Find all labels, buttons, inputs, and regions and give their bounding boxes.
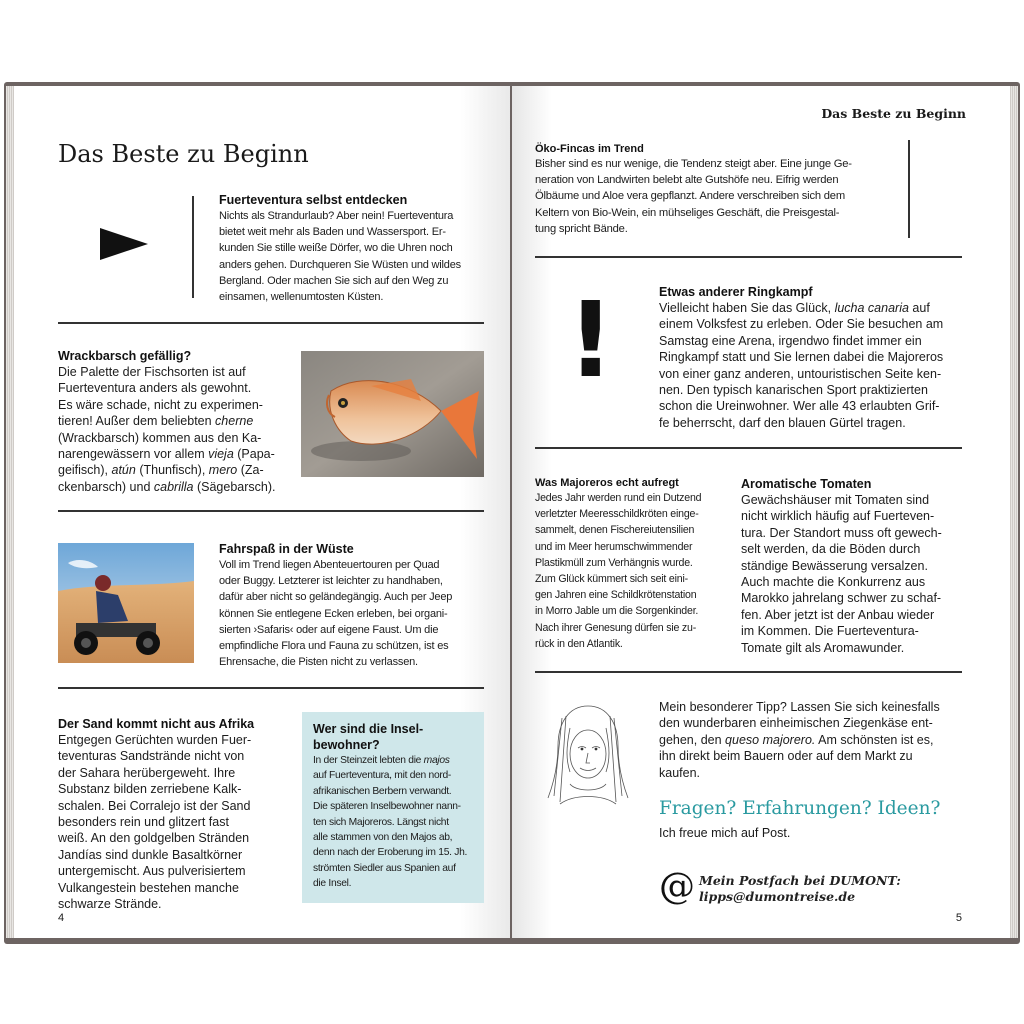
section-tomaten (741, 476, 967, 656)
section-divider (58, 322, 484, 324)
contact-question: Fragen? Erfahrungen? Ideen? (659, 798, 941, 819)
text-line: verletzter Meeresschildkröten einge- (535, 508, 699, 521)
text-line: Mein besonderer Tipp? Lassen Sie sich keinesfalls (659, 700, 940, 714)
text-line: ten sich Majoreros. Längst nicht (313, 816, 449, 828)
section-body (219, 557, 504, 670)
text-line: oder Buggy. Letzterer ist leichter zu handhaben, (219, 575, 443, 588)
page-number: 4 (58, 912, 65, 924)
text-line: bietet weit mehr als Baden und Wassersport. Er- (219, 226, 446, 239)
text-line: tura. Der Standort muss oft gewech- (741, 525, 942, 540)
text-line: Substanz bilden zerriebene Kalk- (58, 782, 242, 797)
text-line: denn nach der Eroberung im 15. Jh. (313, 847, 468, 859)
right-page (512, 86, 1010, 938)
section-heading: Aromatische Tomaten (741, 477, 872, 491)
exclamation-icon: ! (567, 279, 615, 401)
text-line: der Sahara herübergeweht. Ihre (58, 765, 236, 780)
section-heading: Was Majoreros echt aufregt (535, 477, 679, 489)
text-line: narengewässern vor allem vieja (Papa- (58, 447, 275, 462)
text-line: Tomate gilt als Aromawunder. (741, 640, 905, 655)
section-body (535, 156, 905, 237)
info-box-inselbewohner (302, 712, 484, 903)
text-line: Zum Glück kümmert sich seit eini- (535, 573, 688, 586)
text-line: Vielleicht haben Sie das Glück, lucha canaria auf (659, 301, 930, 315)
text-line: von einer ganz anderen, untouristischen Seite ken- (659, 366, 942, 381)
text-line: Ölbäume und Aloe vera gepflanzt. Andere verschreiben sich dem (535, 190, 845, 203)
author-portrait (540, 698, 636, 814)
text-line: schwarze Strände. (58, 897, 162, 912)
text-line: selt werden, da die Böden durch (741, 542, 921, 557)
text-line: Samstag eine Arena, irgendwo findet immer ein (659, 333, 922, 348)
text-line: weiß. An den goldgelben Stränden (58, 831, 250, 846)
text-line: afrikanischen Berbern verwandt. (313, 785, 452, 797)
section-divider (535, 256, 962, 258)
text-line: Nichts als Strandurlaub? Aber nein! Fuerteventura (219, 210, 454, 222)
text-line: alle stammen von den Majos ab, (313, 832, 453, 844)
text-line: ständige Bewässerung versalzen. (741, 558, 928, 573)
text-line: Nach ihrer Genesung dürfen sie zu- (535, 621, 697, 634)
text-line: Jandías sind dunkle Basaltkörner (58, 847, 243, 862)
text-line: einem Volksfest zu erleben. Oder Sie besuchen am (659, 317, 944, 332)
section-body (659, 300, 969, 431)
text-line: anders gehen. Durchqueren Sie Wüsten und wildes (219, 258, 461, 271)
text-line: Ringkampf statt und Sie lernen dabei die Majoreros (659, 350, 944, 365)
section-sand (58, 716, 278, 912)
play-arrow-icon (100, 228, 148, 260)
section-tipp (659, 699, 974, 781)
text-line: den wunderbaren einheimischen Ziegenkäse ent- (659, 716, 933, 731)
mailbox-info (699, 873, 901, 905)
text-line: schon die Ureinwohner. Wer alle 43 erlaubten Grif- (659, 399, 940, 414)
text-line: fe beherrscht, darf den blauen Gürtel tragen. (659, 415, 906, 430)
text-line: sammelt, denen Fischereiutensilien (535, 524, 695, 537)
text-line: Die späteren Inselbewohner nann- (313, 801, 461, 813)
text-line: tung spricht Bände. (535, 222, 628, 235)
contact-subline: Ich freue mich auf Post. (659, 826, 791, 840)
section-heading: Etwas anderer Ringkampf (659, 285, 813, 299)
text-line: Voll im Trend liegen Abenteuertouren per Quad (219, 559, 440, 571)
section-divider (535, 671, 962, 673)
section-body (58, 732, 278, 912)
section-heading: Wrackbarsch gefällig? (58, 349, 192, 363)
open-book (0, 82, 1024, 944)
text-line: und im Meer herumschwimmender (535, 540, 693, 553)
text-line: teventuras Sandstrände nicht von (58, 749, 245, 764)
text-line: gehen, den queso majorero. Am schönsten ist es, (659, 732, 934, 747)
section-heading: Fahrspaß in der Wüste (219, 542, 354, 556)
text-line: im Kommen. Die Fuerteventura- (741, 624, 919, 639)
text-line: dafür aber nicht so geländegängig. Auch per Jeep (219, 591, 453, 604)
section-heading: Fuerteventura selbst entdecken (219, 193, 408, 207)
section-fahrspass (219, 541, 504, 670)
section-body (741, 492, 967, 656)
fish-photo (301, 351, 484, 477)
box-heading: Wer sind die Insel- bewohner? (313, 722, 424, 752)
text-line: Die Palette der Fischsorten ist auf (58, 365, 246, 379)
page-number: 5 (955, 912, 962, 924)
text-line: kaufen. (659, 765, 701, 780)
text-line: schalen. Bei Corralejo ist der Sand (58, 798, 251, 813)
text-line: Vulkangestein bestehen manche (58, 880, 239, 895)
text-line: nicht wirklich häufig auf Fuerteven- (741, 509, 935, 524)
divider-vertical (908, 140, 910, 238)
section-body (659, 699, 974, 781)
text-line: Bisher sind es nur wenige, die Tendenz steigt aber. Eine junge Ge- (535, 158, 852, 170)
box-body (313, 753, 478, 892)
text-line: besonders rein und glitzert fast (58, 815, 229, 830)
text-line: Keltern von Bio-Wein, ein mühseliges Geschäft, die Preisgestal- (535, 206, 840, 219)
quad-photo (58, 543, 194, 663)
section-wrackbarsch (58, 348, 293, 495)
text-line: Bergland. Oder machen Sie sich auf den Weg zu (219, 274, 449, 287)
mailbox-email[interactable]: lipps@dumontreise.de (699, 889, 856, 904)
text-line: in Morro Jable um die Sorgenkinder. (535, 605, 699, 618)
text-line: Auch machte die Konkurrenz aus (741, 575, 926, 590)
text-line: sierten ›Safaris‹ oder auf eigene Faust. Um die (219, 623, 439, 636)
chapter-title: Das Beste zu Beginn (58, 140, 309, 168)
text-line: In der Steinzeit lebten die majos (313, 755, 450, 766)
text-line: können Sie entlegene Ecken erleben, bei organi- (219, 607, 448, 620)
section-fuerteventura (219, 192, 509, 305)
text-line: neration von Landwirten belebt alte Gutshöfe neu. Eifrig werden (535, 174, 839, 187)
text-line: Entgegen Gerüchten wurden Fuer- (58, 733, 252, 747)
text-line: einsamen, wellenumtosten Küsten. (219, 291, 384, 304)
text-line: ihn direkt beim Bauern oder auf dem Markt zu (659, 749, 913, 764)
text-line: Fuerteventura anders als gewohnt. (58, 381, 252, 396)
section-ringkampf (659, 284, 969, 431)
text-line: geifisch), atún (Thunfisch), mero (Za- (58, 463, 264, 478)
text-line: Marokko jahrelang schwer zu schaf- (741, 591, 942, 606)
text-line: Es wäre schade, nicht zu experimen- (58, 397, 263, 412)
text-line: ckenbarsch) und cabrilla (Sägebarsch). (58, 479, 276, 494)
text-line: gen Jahren eine Schildkrötenstation (535, 589, 697, 602)
at-sign-icon: @ (659, 866, 695, 907)
section-divider (58, 510, 484, 512)
text-line: empfindliche Flora und Fauna zu schützen, ist es (219, 640, 449, 653)
section-divider (58, 687, 484, 689)
mailbox-label: Mein Postfach bei DUMONT: (699, 873, 901, 888)
section-majoreros (535, 476, 730, 652)
section-oeko (535, 142, 905, 237)
section-divider (535, 447, 962, 449)
text-line: die Insel. (313, 878, 352, 890)
text-line: rück in den Atlantik. (535, 637, 623, 650)
section-heading: Der Sand kommt nicht aus Afrika (58, 717, 255, 731)
text-line: untergemischt. Aus pulverisiertem (58, 864, 246, 879)
text-line: Gewächshäuser mit Tomaten sind (741, 493, 930, 507)
text-line: Ehrensache, die Pisten nicht zu verlassen. (219, 656, 418, 669)
text-line: (Wrackbarsch) kommen aus den Ka- (58, 430, 262, 445)
section-body (219, 208, 509, 305)
section-heading: Öko-Fincas im Trend (535, 143, 644, 155)
text-line: nen. Den typisch kanarischen Sport praktizierten (659, 383, 928, 398)
text-line: Plastikmüll zum Verhängnis wurde. (535, 556, 693, 569)
section-body (535, 490, 730, 652)
text-line: kunden Sie stille weiße Dörfer, wo die Uhren noch (219, 242, 453, 255)
text-line: Jedes Jahr werden rund ein Dutzend (535, 492, 702, 504)
section-body (58, 364, 293, 495)
text-line: tieren! Außer dem beliebten cherne (58, 414, 254, 429)
divider-vertical (192, 196, 194, 298)
text-line: strömten Siedler aus Spanien auf (313, 862, 456, 874)
running-head: Das Beste zu Beginn (821, 106, 966, 121)
left-page (14, 86, 510, 938)
text-line: fen. Aber jetzt ist der Anbau wieder (741, 607, 935, 622)
text-line: auf Fuerteventura, mit den nord- (313, 770, 452, 782)
